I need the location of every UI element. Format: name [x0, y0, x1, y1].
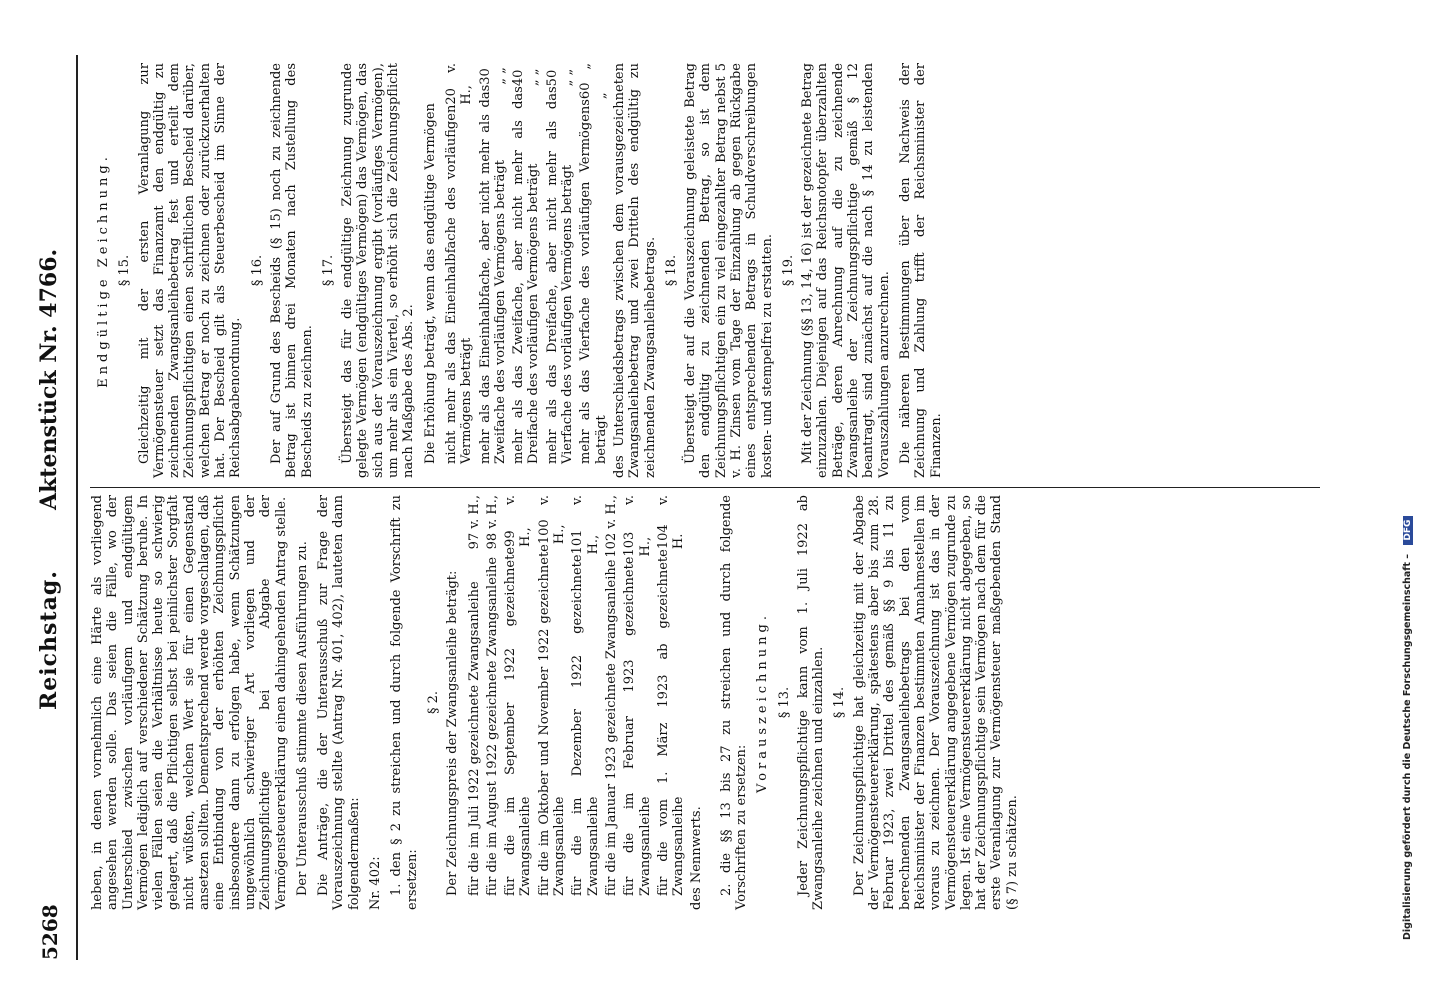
row-value: 104 v. H. [655, 495, 687, 550]
section-heading: § 19. [780, 254, 796, 287]
table-row [656, 495, 687, 910]
row-value: 102 v. H., [603, 495, 619, 558]
paragraph: Jeder Zeichnungspflichtige kann vom 1. Juli 1922 ab Zwangsanleihe zeichnen und einzahlen. [795, 495, 827, 910]
section-heading: Vorauszeichnung. [755, 612, 771, 793]
paragraph: Die Erhöhung beträgt, wenn das endgültige Vermögen [422, 103, 438, 464]
paragraph: des Unterschiedsbetrags zwischen dem vorausgezeichneten Zwangsanleihebetrag und zwei Dritteln des endgültig zu zeichnenden Zwangsanleihebetrags. [611, 63, 658, 478]
row-value: 100 v. H., [536, 495, 568, 545]
price-table [467, 495, 687, 910]
table-row [545, 63, 576, 478]
row-label: für die vom 1. März 1923 ab gezeichnete Zwangsanleihe [655, 549, 687, 896]
running-title: Reichstag. [36, 570, 62, 710]
digitization-note [1402, 20, 1413, 940]
paragraph: Der Zeichnungspflichtige hat gleichzeitig mit der Abgabe der Vermögensteuererklärung, spätestens aber bis zum 28. Februar 1923, zwei Drittel des gemäß §§ 9 bis 11 zu berechnenden Zwangsanleihebetrags bei den vom Reichsminister der Finanzen bestimmten Annahmestellen im voraus zu zeichnen. Der Vorauszeichnung ist das in der Vermögensteuererklärung angegebene Vermögen zugrunde zu legen. Ist eine Vermögensteuererklärung nicht abgegeben, so hat der Zeichnungspflichtige sein Vermögen nach dem für die erste Veranlagung zur Vermögensteuer maßgebenden Stand (§ 7) zu schätzen. [851, 495, 1020, 910]
list-item: 2. die §§ 13 bis 27 zu streichen und durch folgende Vorschriften zu ersetzen: [718, 495, 749, 910]
page-header [30, 60, 72, 960]
row-value: 98 v. H., [484, 495, 500, 550]
row-label: für die im Oktober und November 1922 gezeichnete Zwangsanleihe [536, 544, 568, 896]
row-label: mehr als das Vierfache des vorläufigen Vermögens beträgt [578, 99, 609, 464]
intro-paragraph: heben, in denen vornehmlich eine Härte als vorliegend angesehen werden solle. Das seien die Fälle, wo der Unterschied zwischen vorläufigem und endgültigem Vermögen lediglich auf verschiedener Schätzung beruhe. In vielen Fällen seien die Verhältnisse heute so schwierig gelagert, daß die Pflichtigen selbst bei peinlichster Sorgfalt nicht wüßten, welchen Wert sie für einen Gegenstand ansetzen sollten. Dementsprechend werde vorgeschlagen, daß eine Entbindung von der erhöhten Zeichnungspflicht insbesondere dann zu erfolgen habe, wenn Schätzungen ungewöhnlich schwieriger Art vorliegen und der Zeichnungspflichtige bei Abgabe der Vermögensteuererklärung einen dahingehenden Antrag stelle. [90, 495, 289, 910]
row-value: 20 v. H., [443, 63, 475, 105]
page-number: 5268 [38, 904, 62, 960]
paragraph: Übersteigt der auf die Vorauszeichnung geleistete Betrag den endgültig zu zeichnenden Betrag, so ist dem Zeichnungspflichtigen ein zu viel eingezahlter Betrag nebst 5 v. H. Zinsen vom Tage der Einzahlung ab gegen Rückgabe eines entsprechenden Betrags in Schuldverschreibungen kosten- und stempelfrei zu erstatten. [683, 63, 775, 478]
paragraph: Der Unterausschuß stimmte diesen Ausführungen zu. [294, 541, 310, 896]
row-label: für die im Januar 1923 gezeichnete Zwangsanleihe [603, 559, 619, 896]
antrag-number: Nr. 402: [368, 856, 384, 910]
paragraph: Übersteigt das für die endgültige Zeichnung zugrunde gelegte Vermögen (endgültiges Vermögen) das Vermögen, das sich aus der Vorauszeichnung ergibt (vorläufiges Vermögen), um mehr als ein Viertel, so erhöht sich die Zeichnungspflicht nach Maßgabe des Abs. 2. [340, 63, 417, 478]
row-value: 30 „ „ [477, 67, 508, 85]
paragraph: des Nennwerts. [689, 806, 705, 910]
paragraph: Der Zeichnungspreis der Zwangsanleihe beträgt: [445, 570, 461, 896]
table-row [578, 63, 609, 478]
row-value: 97 v. H., [466, 495, 482, 550]
table-row [604, 495, 619, 910]
row-label: für die im Juli 1922 gezeichnete Zwangsanleihe [466, 581, 482, 896]
table-row [537, 495, 568, 910]
table-row [467, 495, 482, 910]
paragraph: Die Anträge, die der Unterausschuß zur Frage der Vorauszeichnung stellte (Antrag Nr. 401, 402), lauteten dann folgendermaßen: [316, 495, 362, 910]
row-value: 50 „ „ [544, 68, 576, 87]
row-value: 40 „ „ [511, 68, 542, 87]
paragraph: Mit der Zeichnung (§§ 13, 14, 16) ist der gezeichnete Betrag einzuzahlen. Diejenigen auf das Reichsnotopfer überzahlten Beträge, deren Anrechnung auf die zu zeichnende Zwangsanleihe der Zeichnungspflichtige gemäß § 12 beantragt, sind zunächst auf die nach § 14 zu leistenden Vorauszahlungen anzurechnen. [800, 63, 892, 478]
header-rule [76, 55, 78, 960]
section-heading: § 14. [832, 686, 848, 719]
row-value: 60 „ „ [578, 63, 609, 100]
table-row [444, 63, 475, 478]
row-value: 99 v. H., [503, 495, 534, 547]
right-column [90, 63, 950, 478]
table-row [570, 495, 601, 910]
row-label: mehr als das Dreifache, aber nicht mehr als das Vierfache des vorläufigen Vermögens beträgt [544, 86, 576, 464]
table-row [622, 495, 653, 910]
list-item: 1. den § 2 zu streichen und durch folgende Vorschrift zu ersetzen: [389, 495, 420, 910]
section-heading: § 15. [117, 254, 133, 287]
row-label: mehr als das Zweifache, aber nicht mehr als das Dreifache des vorläufigen Vermögens beträgt [511, 86, 542, 464]
table-row [485, 495, 500, 910]
row-label: für die im Dezember 1922 gezeichnete Zwangsanleihe [570, 554, 601, 896]
paragraph: Der auf Grund des Bescheids (§ 15) noch zu zeichnende Betrag ist binnen drei Monaten nach Zustellung des Bescheids zu zeichnen. [268, 63, 315, 478]
paragraph: Die näheren Bestimmungen über den Nachweis der Zeichnung und Zahlung trifft der Reichsminister der Finanzen. [897, 63, 944, 478]
table-row [511, 63, 542, 478]
digitization-text: Digitalisierung gefördert durch die Deutsche Forschungsgemeinschaft – [1402, 553, 1413, 940]
section-heading: § 16. [249, 254, 265, 287]
dfg-logo: DFG [1403, 516, 1413, 545]
row-label: mehr als das Eineinhalbfache, aber nicht mehr als das Zweifache des vorläufigen Vermögens beträgt [477, 84, 508, 464]
increase-table [444, 63, 609, 478]
aktenstueck-title: Aktenstück Nr. 4766. [36, 248, 62, 510]
column-divider [90, 487, 1320, 488]
left-column [90, 495, 1026, 910]
table-row [478, 63, 509, 478]
row-label: für die im September 1922 gezeichnete Zwangsanleihe [503, 546, 534, 896]
section-heading: § 2. [425, 690, 441, 715]
row-label: für die im Februar 1923 gezeichnete Zwangsanleihe [622, 556, 653, 896]
section-heading: § 18. [663, 254, 679, 287]
section-heading: § 13. [776, 686, 792, 719]
section-heading: § 17. [320, 254, 336, 287]
row-value: 103 v. H., [622, 495, 653, 557]
table-row [503, 495, 534, 910]
row-value: 101 v. H., [570, 495, 601, 555]
row-label: für die im August 1922 gezeichnete Zwangsanleihe [484, 556, 500, 896]
paragraph: Gleichzeitig mit der ersten Veranlagung zur Vermögensteuer setzt das Finanzamt den endgültig zu zeichnenden Zwangsanleihebetrag fest und erteilt dem Zeichnungspflichtigen einen schriftlichen Bescheid darüber, welchen Betrag er noch zu zeichnen oder zurückzuerhalten hat. Der Bescheid gilt als Steuerbescheid im Sinne der Reichsabgabenordnung. [136, 63, 244, 478]
section-heading: Endgültige Zeichnung. [96, 153, 111, 388]
row-label: nicht mehr als das Eineinhalbfache des vorläufigen Vermögens beträgt [443, 104, 475, 464]
